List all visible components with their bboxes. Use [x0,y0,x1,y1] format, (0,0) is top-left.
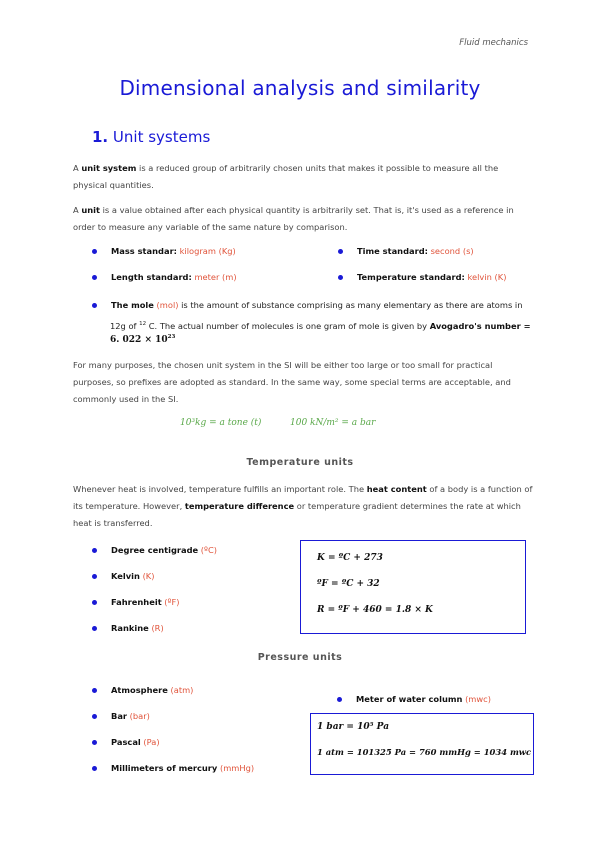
bullet-icon [92,740,97,745]
paragraph-unit: A unit is a value obtained after each physical quantity is arbitrarily set. That is, it's used as a reference in order to measure any variable of the same nature by comparison. [73,205,514,232]
pressure-heading: Pressure units [257,652,343,663]
temperature-heading: Temperature units [246,457,354,468]
list-item: Temperature standard: kelvin (K) [338,272,506,282]
bullet-icon [338,249,343,254]
section-title: Unit systems [112,128,211,146]
section-number: 1. [92,128,109,146]
section-heading [92,128,210,146]
bullet-icon [92,766,97,771]
paragraph-temperature: Whenever heat is involved, temperature fulfills an important role. The heat content of a body is a function of its temperature. However, temperature difference or temperature gradient determines the rate at which heat is transferred. [73,484,533,528]
formula: 1 atm = 101325 Pa = 760 mmHg = 1034 mwc [317,747,532,757]
bullet-icon [92,303,97,308]
mole-continuation: 12g of $^{12}$ C. The actual number of molecules is one gram of mole is given by Avogadro's number = [110,320,531,331]
formula: K = ºC + 273 [317,553,383,563]
temperature-formula-box [300,540,526,634]
page-title: Dimensional analysis and similarity [119,76,481,100]
list-item: Fahrenheit (ºF) [92,597,179,607]
formula: ºF = ºC + 32 [317,579,380,589]
formula: R = ºF + 460 = 1.8 × K [317,605,433,615]
list-item: Pascal (Pa) [92,737,160,747]
bullet-icon [92,249,97,254]
avogadro-value: 6. $022 \times 10^{23}$ [110,334,176,345]
bullet-icon [92,626,97,631]
bullet-icon [92,600,97,605]
formula: 1 bar = 10⁵ Pa [317,722,390,732]
paragraph-unit-system: A unit system is a reduced group of arbitrarily chosen units that makes it possible to measure all the physical quantities. [73,163,499,190]
list-item: Degree centigrade (ºC) [92,545,217,555]
list-item: Length standard: meter (m) [92,272,237,282]
list-item: Millimeters of mercury (mmHg) [92,763,254,773]
bullet-icon [92,574,97,579]
paragraph-prefixes: For many purposes, the chosen unit system in the SI will be either too large or too small for practical purposes, so prefixes are adopted as standard. In the same way, some special terms are acceptable, and commonly used in the SI. [73,360,511,404]
example-bar: 100 kN/m² = a bar [290,418,376,428]
bullet-icon [92,275,97,280]
list-item: Meter of water column (mwc) [337,694,491,704]
bullet-icon [337,697,342,702]
example-tone: 10³kg = a tone (t) [180,418,262,428]
bullet-icon [92,714,97,719]
bullet-icon [92,688,97,693]
bullet-icon [92,548,97,553]
list-item-mole: The mole (mol) is the amount of substance comprising as many elementary as there are atoms in [92,297,532,314]
list-item: Rankine (R) [92,623,164,633]
list-item: Kelvin (K) [92,571,154,581]
list-item: Bar (bar) [92,711,150,721]
list-item: Mass standar: kilogram (Kg) [92,246,236,256]
bullet-icon [338,275,343,280]
pressure-formula-box [310,713,534,775]
list-item: Time standard: second (s) [338,246,474,256]
list-item: Atmosphere (atm) [92,685,193,695]
page-header: Fluid mechanics [459,38,528,48]
